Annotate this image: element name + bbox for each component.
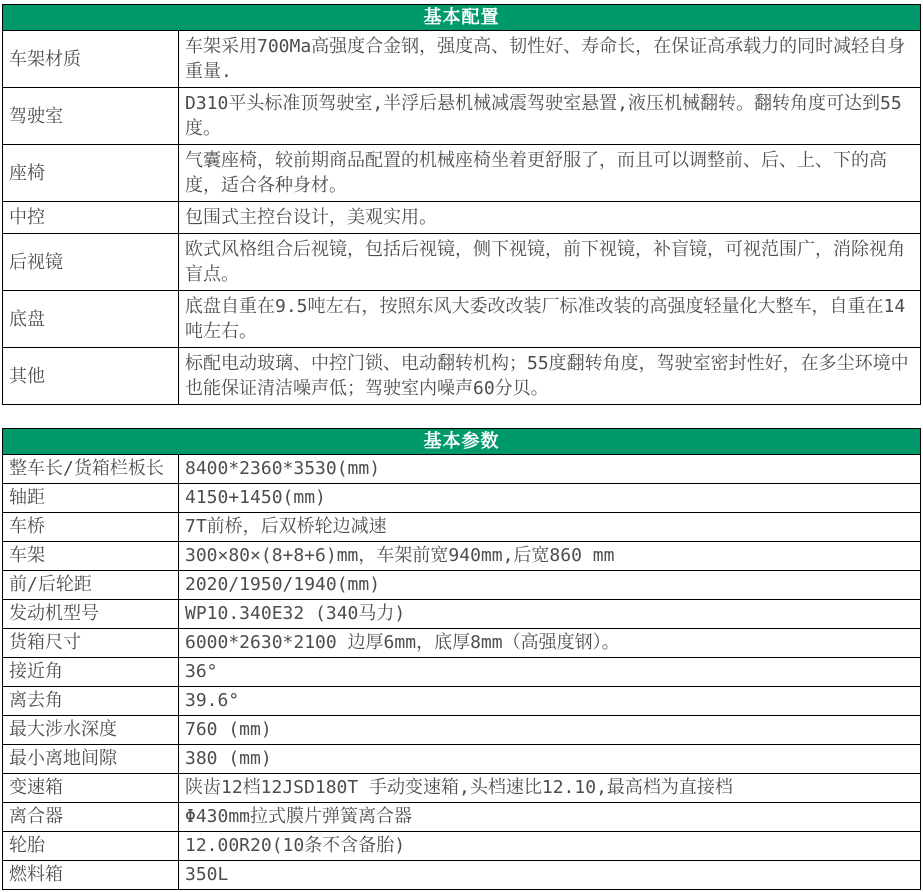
spec-label-cell: 其他 bbox=[3, 348, 179, 405]
spec-label-cell: 后视镜 bbox=[3, 234, 179, 291]
spec-value-cell: 39.6° bbox=[179, 687, 921, 716]
spec-label-cell: 离去角 bbox=[3, 687, 179, 716]
spec-row bbox=[3, 600, 921, 629]
spec-value-cell: 7T前桥，后双桥轮边减速 bbox=[179, 513, 921, 542]
spec-row bbox=[3, 803, 921, 832]
spec-row bbox=[3, 774, 921, 803]
spec-row bbox=[3, 745, 921, 774]
spec-label-cell: 接近角 bbox=[3, 658, 179, 687]
spec-label-cell: 最小离地间隙 bbox=[3, 745, 179, 774]
spec-row bbox=[3, 571, 921, 600]
spec-label-cell: 燃料箱 bbox=[3, 861, 179, 890]
spec-value-cell: D310平头标准顶驾驶室,半浮后悬机械减震驾驶室悬置,液压机械翻转。翻转角度可达到55度。 bbox=[179, 88, 921, 145]
spec-label-cell: 车架材质 bbox=[3, 31, 179, 88]
spec-label-cell: 离合器 bbox=[3, 803, 179, 832]
spec-value-cell: 底盘自重在9.5吨左右，按照东风大委改改装厂标准改装的高强度轻量化大整车，自重在14吨左右。 bbox=[179, 291, 921, 348]
spec-value-cell: 300×80×(8+8+6)mm，车架前宽940mm,后宽860 mm bbox=[179, 542, 921, 571]
spec-value-cell: WP10.340E32 (340马力) bbox=[179, 600, 921, 629]
spec-label-cell: 车桥 bbox=[3, 513, 179, 542]
spec-value-cell: 760 (mm) bbox=[179, 716, 921, 745]
spec-label-cell: 整车长/货箱栏板长 bbox=[3, 455, 179, 484]
basic-params-table bbox=[2, 428, 921, 890]
spec-value-cell: 包围式主控台设计，美观实用。 bbox=[179, 202, 921, 234]
spec-label-cell: 驾驶室 bbox=[3, 88, 179, 145]
spec-row bbox=[3, 687, 921, 716]
spec-label-cell: 发动机型号 bbox=[3, 600, 179, 629]
spec-value-cell: Φ430mm拉式膜片弹簧离合器 bbox=[179, 803, 921, 832]
spec-value-cell: 36° bbox=[179, 658, 921, 687]
spec-row bbox=[3, 484, 921, 513]
spec-label-cell: 轮胎 bbox=[3, 832, 179, 861]
spec-label-cell: 变速箱 bbox=[3, 774, 179, 803]
spec-value-cell: 车架采用700Ma高强度合金钢，强度高、韧性好、寿命长，在保证高承载力的同时减轻自身重量. bbox=[179, 31, 921, 88]
spec-value-cell: 标配电动玻璃、中控门锁、电动翻转机构；55度翻转角度，驾驶室密封性好，在多尘环境中也能保证清洁噪声低；驾驶室内噪声60分贝。 bbox=[179, 348, 921, 405]
spec-label-cell: 车架 bbox=[3, 542, 179, 571]
spec-value-cell: 12.00R20(10条不含备胎) bbox=[179, 832, 921, 861]
spec-row bbox=[3, 291, 921, 348]
spec-value-cell: 4150+1450(mm) bbox=[179, 484, 921, 513]
spec-label-cell: 中控 bbox=[3, 202, 179, 234]
spec-row bbox=[3, 716, 921, 745]
table-header-row bbox=[3, 429, 921, 455]
table-header-row bbox=[3, 5, 921, 31]
spec-row bbox=[3, 861, 921, 890]
basic-config-table bbox=[2, 4, 921, 405]
spec-row bbox=[3, 88, 921, 145]
basic-params-title: 基本参数 bbox=[3, 429, 921, 455]
spec-row bbox=[3, 542, 921, 571]
spec-label-cell: 最大涉水深度 bbox=[3, 716, 179, 745]
spec-label-cell: 座椅 bbox=[3, 145, 179, 202]
spec-value-cell: 陕齿12档12JSD180T 手动变速箱,头档速比12.10,最高档为直接档 bbox=[179, 774, 921, 803]
spec-value-cell: 350L bbox=[179, 861, 921, 890]
spec-value-cell: 380 (mm) bbox=[179, 745, 921, 774]
spec-label-cell: 前/后轮距 bbox=[3, 571, 179, 600]
spec-row bbox=[3, 145, 921, 202]
spec-value-cell: 气囊座椅，较前期商品配置的机械座椅坐着更舒服了，而且可以调整前、后、上、下的高度，适合各种身材。 bbox=[179, 145, 921, 202]
basic-config-title: 基本配置 bbox=[3, 5, 921, 31]
spec-row bbox=[3, 832, 921, 861]
spec-row bbox=[3, 513, 921, 542]
spec-row bbox=[3, 629, 921, 658]
spec-row bbox=[3, 455, 921, 484]
spec-label-cell: 轴距 bbox=[3, 484, 179, 513]
spec-value-cell: 2020/1950/1940(mm) bbox=[179, 571, 921, 600]
spec-row bbox=[3, 202, 921, 234]
spec-row bbox=[3, 658, 921, 687]
spec-row bbox=[3, 348, 921, 405]
spec-label-cell: 底盘 bbox=[3, 291, 179, 348]
spec-value-cell: 6000*2630*2100 边厚6mm，底厚8mm（高强度钢）。 bbox=[179, 629, 921, 658]
spec-label-cell: 货箱尺寸 bbox=[3, 629, 179, 658]
spec-value-cell: 欧式风格组合后视镜，包括后视镜，侧下视镜，前下视镜，补盲镜，可视范围广，消除视角盲点。 bbox=[179, 234, 921, 291]
spec-value-cell: 8400*2360*3530(mm) bbox=[179, 455, 921, 484]
spec-row bbox=[3, 234, 921, 291]
spec-row bbox=[3, 31, 921, 88]
